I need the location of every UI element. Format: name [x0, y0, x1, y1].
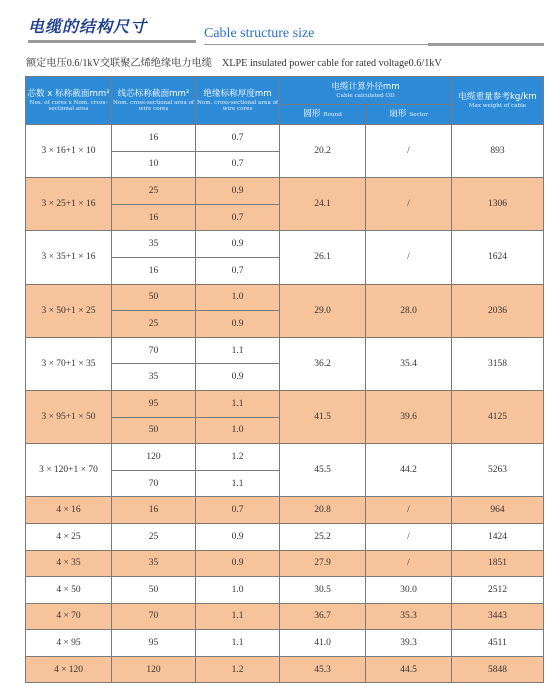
cell-weight: 2036	[452, 284, 544, 337]
cell-core-area: 16	[112, 257, 196, 284]
cell-od-round: 45.3	[280, 656, 366, 683]
cell-insulation: 0.9	[196, 550, 280, 577]
cell-weight: 1851	[452, 550, 544, 577]
table-row	[26, 630, 544, 657]
table-row	[26, 577, 544, 604]
cell-spec: 3 × 50+1 × 25	[26, 284, 112, 337]
cell-od-round: 36.2	[280, 337, 366, 390]
caption-chinese: 额定电压0.6/1kV交联聚乙烯绝缘电力电缆	[26, 58, 212, 69]
page-title: 电缆的结构尺寸	[28, 17, 148, 36]
cell-od-sector: 35.3	[366, 603, 452, 630]
cell-core-area: 16	[112, 204, 196, 231]
cell-od-sector: 30.0	[366, 577, 452, 604]
cell-od-round: 41.0	[280, 630, 366, 657]
cell-spec: 3 × 70+1 × 35	[26, 337, 112, 390]
cell-od-sector: /	[366, 497, 452, 524]
cell-core-area: 16	[112, 497, 196, 524]
cell-weight: 3443	[452, 603, 544, 630]
cell-weight: 1306	[452, 178, 544, 231]
table-row	[26, 178, 544, 205]
header-spec	[26, 77, 112, 125]
cell-od-round: 41.5	[280, 390, 366, 443]
cell-core-area: 120	[112, 444, 196, 471]
cell-od-sector: /	[366, 523, 452, 550]
header-sector-cn: 扇形	[389, 109, 407, 119]
cell-core-area: 50	[112, 577, 196, 604]
cell-insulation: 1.1	[196, 603, 280, 630]
cell-weight: 5848	[452, 656, 544, 683]
cell-core-area: 25	[112, 311, 196, 338]
cell-insulation: 0.9	[196, 311, 280, 338]
cell-insulation: 1.0	[196, 577, 280, 604]
cell-insulation: 0.7	[196, 497, 280, 524]
table-row	[26, 284, 544, 311]
cell-od-sector: 28.0	[366, 284, 452, 337]
page-header	[28, 10, 544, 50]
page-title-english: Cable structure size	[204, 26, 315, 41]
cell-insulation: 0.7	[196, 257, 280, 284]
cell-weight: 964	[452, 497, 544, 524]
header-weight-en: Max weight of cable	[468, 102, 527, 109]
cell-weight: 4125	[452, 390, 544, 443]
cell-core-area: 35	[112, 231, 196, 258]
cell-od-sector: 39.6	[366, 390, 452, 443]
cell-core-area: 35	[112, 364, 196, 391]
cell-spec: 3 × 16+1 × 10	[26, 125, 112, 178]
table-caption	[26, 54, 546, 69]
cell-spec: 3 × 35+1 × 16	[26, 231, 112, 284]
cell-spec: 4 × 120	[26, 656, 112, 683]
header-weight	[452, 77, 544, 125]
cell-weight: 2512	[452, 577, 544, 604]
cell-core-area: 10	[112, 151, 196, 178]
cell-core-area: 25	[112, 523, 196, 550]
cell-od-round: 36.7	[280, 603, 366, 630]
cell-core-area: 95	[112, 390, 196, 417]
cell-core-area: 70	[112, 470, 196, 497]
cell-weight: 5263	[452, 444, 544, 497]
cell-od-sector: /	[366, 550, 452, 577]
cell-spec: 3 × 120+1 × 70	[26, 444, 112, 497]
header-spec-cn: 芯数 x 标称截面mm²	[27, 88, 110, 99]
table-row	[26, 523, 544, 550]
cell-insulation: 1.1	[196, 337, 280, 364]
cell-insulation: 0.9	[196, 523, 280, 550]
cell-insulation: 0.9	[196, 178, 280, 205]
header-round-en: Round	[323, 112, 342, 118]
cell-weight: 1424	[452, 523, 544, 550]
table-row	[26, 444, 544, 471]
cell-od-round: 25.2	[280, 523, 366, 550]
cell-insulation: 0.7	[196, 125, 280, 152]
cell-od-round: 20.8	[280, 497, 366, 524]
table-row	[26, 390, 544, 417]
cell-od-round: 29.0	[280, 284, 366, 337]
cell-od-sector: /	[366, 125, 452, 178]
cell-spec: 4 × 25	[26, 523, 112, 550]
cell-od-sector: 39.3	[366, 630, 452, 657]
cell-od-sector: /	[366, 231, 452, 284]
cell-weight: 893	[452, 125, 544, 178]
cell-insulation: 1.1	[196, 470, 280, 497]
cell-od-sector: /	[366, 178, 452, 231]
cell-core-area: 50	[112, 417, 196, 444]
cell-spec: 3 × 95+1 × 50	[26, 390, 112, 443]
table-row	[26, 656, 544, 683]
table-row	[26, 231, 544, 258]
cell-core-area: 50	[112, 284, 196, 311]
cell-insulation: 1.0	[196, 284, 280, 311]
table-row	[26, 337, 544, 364]
cell-core-area: 70	[112, 603, 196, 630]
cell-weight: 4511	[452, 630, 544, 657]
cell-core-area: 70	[112, 337, 196, 364]
header-core-en: Nom. cross-sectional area of wire cores	[112, 99, 195, 112]
cell-weight: 1624	[452, 231, 544, 284]
cell-core-area: 120	[112, 656, 196, 683]
cell-insulation: 1.1	[196, 630, 280, 657]
cell-od-round: 30.5	[280, 577, 366, 604]
cell-insulation: 0.9	[196, 231, 280, 258]
table-body	[26, 125, 544, 683]
cell-weight: 3158	[452, 337, 544, 390]
cell-od-round: 45.5	[280, 444, 366, 497]
header-round-cn: 圆形	[303, 109, 321, 119]
cable-size-table	[25, 76, 544, 683]
header-core-cn: 线芯标称截面mm²	[117, 88, 190, 99]
table-row	[26, 125, 544, 152]
cell-od-round: 26.1	[280, 231, 366, 284]
cell-insulation: 0.7	[196, 204, 280, 231]
cell-spec: 4 × 50	[26, 577, 112, 604]
cell-core-area: 16	[112, 125, 196, 152]
cell-insulation: 1.2	[196, 444, 280, 471]
header-round	[280, 105, 366, 125]
header-insulation-en: Nom. cross-sectional area of wire cores	[196, 99, 279, 112]
cell-od-sector: 44.2	[366, 444, 452, 497]
header-core	[112, 77, 196, 125]
header-od	[280, 77, 452, 105]
header-sector	[366, 105, 452, 125]
cell-od-round: 20.2	[280, 125, 366, 178]
table-row	[26, 550, 544, 577]
cell-insulation: 1.0	[196, 417, 280, 444]
cell-core-area: 25	[112, 178, 196, 205]
header-insulation-cn: 绝缘标称厚度mm	[203, 88, 272, 99]
cell-insulation: 0.7	[196, 151, 280, 178]
cell-od-round: 27.9	[280, 550, 366, 577]
cell-spec: 3 × 25+1 × 16	[26, 178, 112, 231]
cell-od-sector: 44.5	[366, 656, 452, 683]
cell-spec: 4 × 16	[26, 497, 112, 524]
header-od-cn: 电缆计算外径mm	[331, 81, 400, 92]
cell-spec: 4 × 35	[26, 550, 112, 577]
cell-insulation: 1.1	[196, 390, 280, 417]
cell-od-round: 24.1	[280, 178, 366, 231]
cell-core-area: 95	[112, 630, 196, 657]
table-row	[26, 497, 544, 524]
cell-od-sector: 35.4	[366, 337, 452, 390]
table-row	[26, 603, 544, 630]
header-spec-en: Nos. of cores x Nom. cross-sectional area	[29, 99, 108, 112]
header-insulation	[196, 77, 280, 125]
cell-core-area: 35	[112, 550, 196, 577]
cell-insulation: 1.2	[196, 656, 280, 683]
title-rule-accent	[428, 43, 544, 46]
title-rule	[204, 44, 444, 45]
cell-insulation: 0.9	[196, 364, 280, 391]
header-od-en: Cable calculated OD	[336, 92, 395, 99]
header-weight-cn: 电缆重量参考kg/km	[458, 91, 537, 102]
title-underline	[28, 40, 196, 43]
caption-english: XLPE insulated power cable for rated voltage0.6/1kV	[221, 58, 442, 69]
cell-spec: 4 × 70	[26, 603, 112, 630]
cell-spec: 4 × 95	[26, 630, 112, 657]
header-sector-en: Sector	[409, 112, 428, 118]
